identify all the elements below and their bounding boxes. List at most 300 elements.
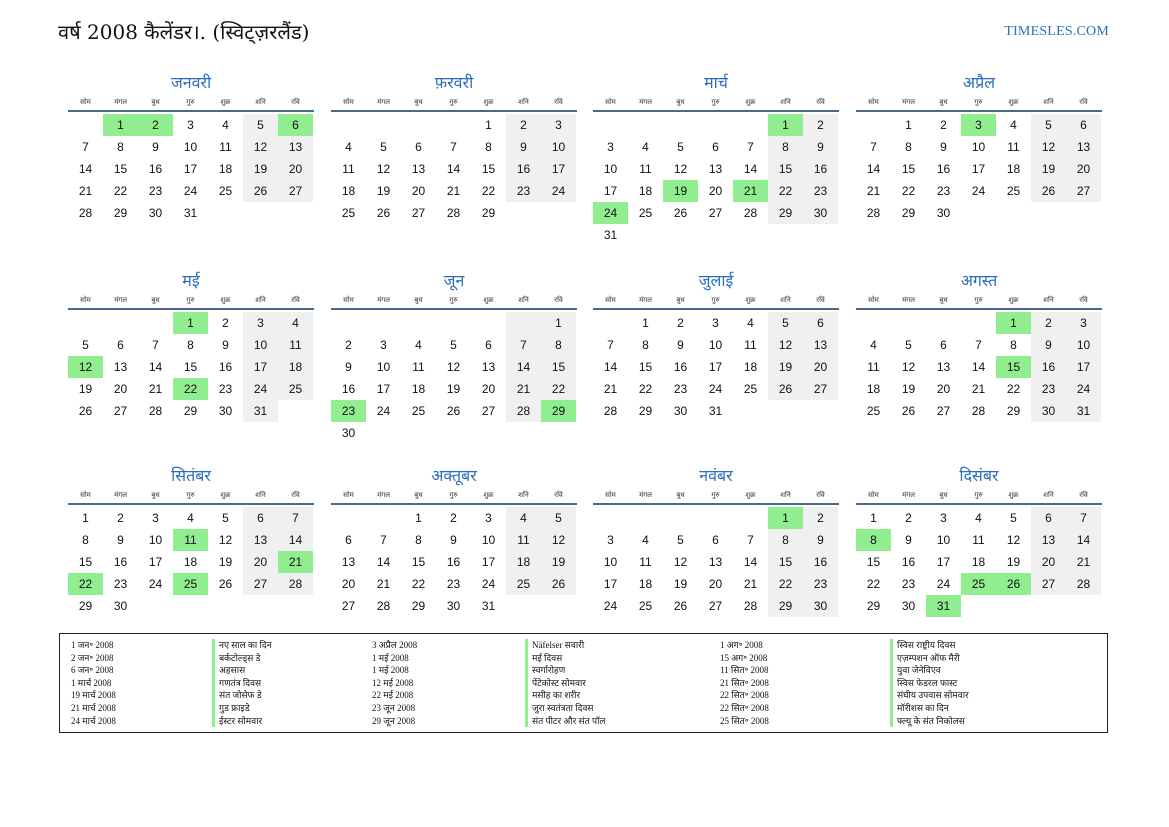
day-cell: 9 [506, 136, 541, 158]
day-cell: 2 [940, 118, 947, 132]
day-cell: 11 [412, 360, 425, 374]
day-cell: 7 [607, 338, 614, 352]
weekday-label: शुक्र [483, 491, 494, 499]
day-cell: 26 [78, 404, 93, 418]
day-cell: 7 [975, 338, 982, 352]
day-cell: 16 [341, 382, 356, 396]
month-block [331, 72, 577, 224]
day-cell: 4 [415, 338, 422, 352]
day-cell: 8 [187, 338, 194, 352]
day-cell: 21 [603, 382, 618, 396]
day-cell: 23 [446, 577, 461, 591]
month-name: अगस्त [960, 271, 998, 290]
weekday-header [331, 94, 577, 112]
day-cell: 22 [768, 180, 803, 202]
day-cell: 13 [708, 555, 723, 569]
day-cell: 12 [243, 136, 278, 158]
day-blank [856, 312, 891, 334]
day-cell: 4 [642, 533, 649, 547]
day-blank [506, 312, 541, 334]
day-cell: 8 [117, 140, 124, 154]
weekday-label: मंगल [639, 98, 652, 106]
weekday-label: गुरु [449, 98, 458, 106]
day-cell: 5 [677, 533, 684, 547]
day-cell: 13 [708, 162, 723, 176]
weekday-header [593, 94, 839, 112]
holiday-dates-column [372, 639, 417, 727]
day-cell: 22 [638, 382, 653, 396]
day-cell: 14 [866, 162, 881, 176]
holiday-date: 1 मई 2008 [372, 652, 409, 663]
day-cell: 16 [446, 555, 461, 569]
holiday-list [59, 633, 1108, 733]
day-cell: 16 [803, 158, 838, 180]
day-cell: 3 [380, 338, 387, 352]
weekday-label: शनि [780, 296, 791, 304]
day-cell: 13 [341, 555, 356, 569]
day-cell: 29 [866, 599, 881, 613]
holiday-name: संत जोसेफ डे [212, 689, 272, 702]
day-cell: 9 [803, 529, 838, 551]
day-cell: 8 [1010, 338, 1017, 352]
day-cell: 15 [411, 555, 426, 569]
weekday-label: सोम [80, 491, 91, 499]
day-blank [733, 507, 768, 529]
day-cell: 20 [113, 382, 128, 396]
day-blank [68, 114, 103, 136]
day-cell: 29 [768, 595, 803, 617]
day-cell: 14 [376, 555, 391, 569]
day-cell: 1 [870, 511, 877, 525]
weekday-label: मंगल [377, 98, 390, 106]
holiday-day-cell: 31 [926, 595, 961, 617]
day-cell: 28 [971, 404, 986, 418]
holiday-date: 21 मार्च 2008 [71, 702, 116, 713]
day-cell: 16 [936, 162, 951, 176]
day-cell: 23 [901, 577, 916, 591]
holiday-day-cell: 25 [173, 573, 208, 595]
holiday-day-cell: 8 [856, 529, 891, 551]
day-cell: 13 [1066, 136, 1101, 158]
day-cell: 27 [708, 599, 723, 613]
day-cell: 10 [1066, 334, 1101, 356]
weekday-label: गुरु [186, 98, 195, 106]
day-cell: 30 [936, 206, 951, 220]
holiday-day-cell: 11 [173, 529, 208, 551]
month-name: मई [182, 271, 200, 290]
day-blank [331, 507, 366, 529]
day-cell: 15 [901, 162, 916, 176]
day-cell: 8 [541, 334, 576, 356]
day-cell: 26 [541, 573, 576, 595]
day-cell: 7 [506, 334, 541, 356]
day-cell: 13 [936, 360, 951, 374]
weekday-label: मंगल [377, 296, 390, 304]
day-cell: 30 [803, 202, 838, 224]
holiday-name: मई दिवस [525, 652, 606, 665]
day-cell: 6 [485, 338, 492, 352]
month-name: सितंबर [171, 466, 211, 485]
weekday-label: शनि [518, 296, 529, 304]
day-cell: 1 [485, 118, 492, 132]
day-cell: 8 [642, 338, 649, 352]
weekday-label: शुक्र [1008, 98, 1019, 106]
weekday-label: सोम [343, 296, 354, 304]
day-cell: 13 [481, 360, 496, 374]
weekday-label: शनि [1043, 98, 1054, 106]
holiday-date: 22 सित॰ 2008 [720, 690, 769, 701]
day-cell: 27 [1066, 180, 1101, 202]
day-cell: 30 [218, 404, 233, 418]
day-cell: 3 [541, 114, 576, 136]
day-blank [593, 312, 628, 334]
day-cell: 27 [481, 404, 496, 418]
holiday-day-cell: 23 [331, 400, 366, 422]
weekday-label: मंगल [114, 296, 127, 304]
month-block [68, 270, 314, 422]
day-cell: 9 [345, 360, 352, 374]
day-cell: 13 [113, 360, 128, 374]
month-block [68, 72, 314, 224]
day-cell: 10 [971, 140, 986, 154]
day-blank [366, 312, 401, 334]
day-cell: 6 [415, 140, 422, 154]
day-cell: 7 [1066, 507, 1101, 529]
day-cell: 20 [341, 577, 356, 591]
weekday-label: शुक्र [745, 491, 756, 499]
day-cell: 1 [541, 312, 576, 334]
day-blank [366, 114, 401, 136]
day-cell: 30 [446, 599, 461, 613]
day-cell: 31 [708, 404, 723, 418]
weekday-label: मंगल [377, 491, 390, 499]
holiday-day-cell: 2 [138, 114, 173, 136]
holiday-day-cell: 19 [663, 180, 698, 202]
day-cell: 27 [708, 206, 723, 220]
holiday-names-column [212, 639, 272, 727]
day-cell: 29 [113, 206, 128, 220]
day-cell: 10 [936, 533, 951, 547]
day-cell: 17 [1066, 356, 1101, 378]
day-cell: 5 [905, 338, 912, 352]
day-cell: 12 [901, 360, 916, 374]
day-cell: 31 [481, 599, 496, 613]
holiday-name: एज़म्पशन ऑफ मैरी [890, 652, 969, 665]
day-cell: 2 [905, 511, 912, 525]
day-cell: 21 [446, 184, 461, 198]
day-cell: 17 [148, 555, 163, 569]
day-cell: 18 [971, 555, 986, 569]
site-link[interactable]: TIMESLES.COM [1004, 24, 1109, 39]
day-cell: 24 [376, 404, 391, 418]
day-cell: 26 [446, 404, 461, 418]
day-cell: 25 [1006, 184, 1021, 198]
day-cell: 30 [1031, 400, 1066, 422]
holiday-name: बर्कटोल्ड्स डे [212, 652, 272, 665]
day-cell: 19 [243, 158, 278, 180]
day-cell: 24 [183, 184, 198, 198]
holiday-day-cell: 12 [68, 356, 103, 378]
weekday-label: शनि [1043, 296, 1054, 304]
day-cell: 15 [866, 555, 881, 569]
day-cell: 2 [803, 507, 838, 529]
day-cell: 14 [743, 555, 758, 569]
day-cell: 25 [341, 206, 356, 220]
holiday-date: 12 मई 2008 [372, 677, 414, 688]
day-cell: 15 [183, 360, 198, 374]
day-cell: 20 [278, 158, 313, 180]
day-blank [68, 312, 103, 334]
holiday-day-cell: 1 [996, 312, 1031, 334]
day-cell: 4 [1010, 118, 1017, 132]
day-cell: 20 [243, 551, 278, 573]
weekday-label: सोम [868, 491, 879, 499]
holiday-date: 21 सित॰ 2008 [720, 677, 769, 688]
day-cell: 8 [768, 136, 803, 158]
day-cell: 11 [639, 555, 652, 569]
day-cell: 21 [866, 184, 881, 198]
weekday-label: बुध [676, 296, 685, 304]
day-cell: 15 [768, 158, 803, 180]
holiday-name: गुड फ्राइडे [212, 702, 272, 715]
day-cell: 8 [82, 533, 89, 547]
day-cell: 15 [638, 360, 653, 374]
day-cell: 3 [187, 118, 194, 132]
day-cell: 22 [481, 184, 496, 198]
day-cell: 30 [113, 599, 128, 613]
weekday-label: गुरु [186, 491, 195, 499]
holiday-name: फ्ल्यू के संत निकोलस [890, 715, 969, 728]
day-cell: 16 [803, 551, 838, 573]
weekday-label: बुध [676, 98, 685, 106]
day-cell: 3 [940, 511, 947, 525]
weekday-label: बुध [676, 491, 685, 499]
weekday-label: बुध [414, 296, 423, 304]
holiday-date: 15 अग॰ 2008 [720, 652, 768, 663]
day-cell: 13 [278, 136, 313, 158]
holiday-name: गणतंत्र दिवस [212, 677, 272, 690]
holiday-names-column [890, 639, 969, 727]
day-cell: 25 [743, 382, 758, 396]
holiday-name: पेंटेकोस्ट सोमवार [525, 677, 606, 690]
day-cell: 24 [148, 577, 163, 591]
day-cell: 16 [218, 360, 233, 374]
day-cell: 11 [867, 360, 880, 374]
day-cell: 2 [117, 511, 124, 525]
day-cell: 9 [152, 140, 159, 154]
day-cell: 26 [768, 378, 803, 400]
day-cell: 9 [940, 140, 947, 154]
weekday-label: बुध [151, 491, 160, 499]
day-cell: 21 [971, 382, 986, 396]
day-cell: 18 [638, 184, 653, 198]
day-cell: 10 [376, 360, 391, 374]
holiday-date: 1 मई 2008 [372, 665, 409, 676]
weekday-label: मंगल [902, 491, 915, 499]
day-cell: 12 [673, 555, 688, 569]
day-grid [331, 507, 577, 617]
day-cell: 22 [768, 573, 803, 595]
month-block [331, 465, 577, 617]
day-cell: 31 [603, 228, 618, 242]
day-cell: 5 [1010, 511, 1017, 525]
day-cell: 17 [936, 555, 951, 569]
day-cell: 2 [450, 511, 457, 525]
day-blank [138, 312, 173, 334]
day-cell: 19 [768, 356, 803, 378]
holiday-name: संघीय उपवास सोमवार [890, 689, 969, 702]
weekday-label: सोम [605, 98, 616, 106]
day-grid [856, 114, 1102, 224]
day-cell: 4 [506, 507, 541, 529]
day-cell: 19 [218, 555, 233, 569]
day-cell: 30 [673, 404, 688, 418]
day-cell: 21 [78, 184, 93, 198]
day-blank [663, 114, 698, 136]
weekday-label: रवि [291, 98, 300, 106]
month-name: अक्तूबर [431, 466, 477, 485]
day-blank [593, 507, 628, 529]
holiday-name: मसीह का शरीर [525, 689, 606, 702]
weekday-label: गुरु [974, 98, 983, 106]
day-cell: 22 [1006, 382, 1021, 396]
day-cell: 17 [603, 184, 618, 198]
day-cell: 3 [485, 511, 492, 525]
weekday-label: बुध [939, 98, 948, 106]
weekday-label: मंगल [639, 491, 652, 499]
day-cell: 20 [481, 382, 496, 396]
day-cell: 18 [218, 162, 233, 176]
day-cell: 29 [78, 599, 93, 613]
day-cell: 31 [183, 206, 198, 220]
day-cell: 7 [152, 338, 159, 352]
day-cell: 1 [905, 118, 912, 132]
holiday-date: 6 जन॰ 2008 [71, 665, 114, 676]
weekday-label: रवि [291, 491, 300, 499]
weekday-label: रवि [816, 491, 825, 499]
weekday-label: मंगल [639, 296, 652, 304]
day-cell: 6 [345, 533, 352, 547]
day-cell: 14 [506, 356, 541, 378]
day-cell: 30 [901, 599, 916, 613]
weekday-label: गुरु [974, 491, 983, 499]
day-cell: 7 [747, 140, 754, 154]
holiday-day-cell: 1 [103, 114, 138, 136]
day-blank [366, 507, 401, 529]
day-cell: 24 [603, 599, 618, 613]
month-name: अप्रैल [962, 73, 996, 92]
holiday-name: युवा जेनेविएव [890, 664, 969, 677]
day-cell: 26 [901, 404, 916, 418]
day-cell: 13 [803, 334, 838, 356]
holiday-name: जुरा स्वतंत्रता दिवस [525, 702, 606, 715]
day-cell: 25 [866, 404, 881, 418]
day-cell: 18 [638, 577, 653, 591]
holiday-name: स्वर्गारोहण [525, 664, 606, 677]
day-cell: 8 [905, 140, 912, 154]
month-name: नवंबर [699, 466, 733, 485]
day-cell: 1 [642, 316, 649, 330]
day-cell: 28 [278, 573, 313, 595]
day-cell: 18 [278, 356, 313, 378]
day-cell: 22 [901, 184, 916, 198]
day-cell: 13 [243, 529, 278, 551]
day-cell: 9 [803, 136, 838, 158]
day-cell: 11 [972, 533, 985, 547]
holiday-name: स्विस फेडरल फास्ट [890, 677, 969, 690]
holiday-date: 25 सित॰ 2008 [720, 715, 769, 726]
day-cell: 4 [187, 511, 194, 525]
day-cell: 17 [376, 382, 391, 396]
day-blank [961, 312, 996, 334]
weekday-label: रवि [291, 296, 300, 304]
day-cell: 19 [446, 382, 461, 396]
day-blank [593, 114, 628, 136]
day-cell: 10 [541, 136, 576, 158]
holiday-date: 22 सित॰ 2008 [720, 702, 769, 713]
month-block [856, 270, 1102, 422]
day-cell: 5 [222, 511, 229, 525]
day-cell: 5 [768, 312, 803, 334]
day-cell: 9 [450, 533, 457, 547]
day-blank [628, 114, 663, 136]
weekday-label: सोम [605, 491, 616, 499]
weekday-label: रवि [554, 296, 563, 304]
day-cell: 25 [218, 184, 233, 198]
day-cell: 28 [866, 206, 881, 220]
weekday-label: शनि [255, 296, 266, 304]
day-cell: 24 [481, 577, 496, 591]
day-cell: 20 [1066, 158, 1101, 180]
day-cell: 28 [78, 206, 93, 220]
day-cell: 4 [870, 338, 877, 352]
day-cell: 3 [712, 316, 719, 330]
holiday-day-cell: 26 [996, 573, 1031, 595]
day-grid [593, 312, 839, 422]
day-cell: 7 [870, 140, 877, 154]
weekday-label: रवि [1079, 491, 1088, 499]
weekday-header [856, 292, 1102, 310]
holiday-date: 22 मई 2008 [372, 690, 414, 701]
day-grid [68, 507, 314, 617]
holiday-date: 11 सित॰ 2008 [720, 665, 769, 676]
weekday-header [331, 292, 577, 310]
day-cell: 18 [743, 360, 758, 374]
holiday-day-cell: 24 [593, 202, 628, 224]
holiday-date: 19 मार्च 2008 [71, 690, 116, 701]
day-cell: 19 [1006, 555, 1021, 569]
weekday-label: सोम [868, 296, 879, 304]
weekday-label: शुक्र [1008, 491, 1019, 499]
day-cell: 4 [278, 312, 313, 334]
weekday-label: बुध [151, 98, 160, 106]
weekday-label: शुक्र [745, 98, 756, 106]
day-blank [331, 312, 366, 334]
weekday-header [856, 94, 1102, 112]
weekday-label: गुरु [711, 98, 720, 106]
day-cell: 8 [415, 533, 422, 547]
day-cell: 29 [481, 206, 496, 220]
holiday-day-cell: 21 [733, 180, 768, 202]
day-cell: 14 [1066, 529, 1101, 551]
day-cell: 28 [446, 206, 461, 220]
day-cell: 19 [78, 382, 93, 396]
weekday-label: बुध [414, 98, 423, 106]
weekday-label: मंगल [902, 296, 915, 304]
day-cell: 15 [768, 551, 803, 573]
day-cell: 28 [506, 400, 541, 422]
day-cell: 20 [936, 382, 951, 396]
